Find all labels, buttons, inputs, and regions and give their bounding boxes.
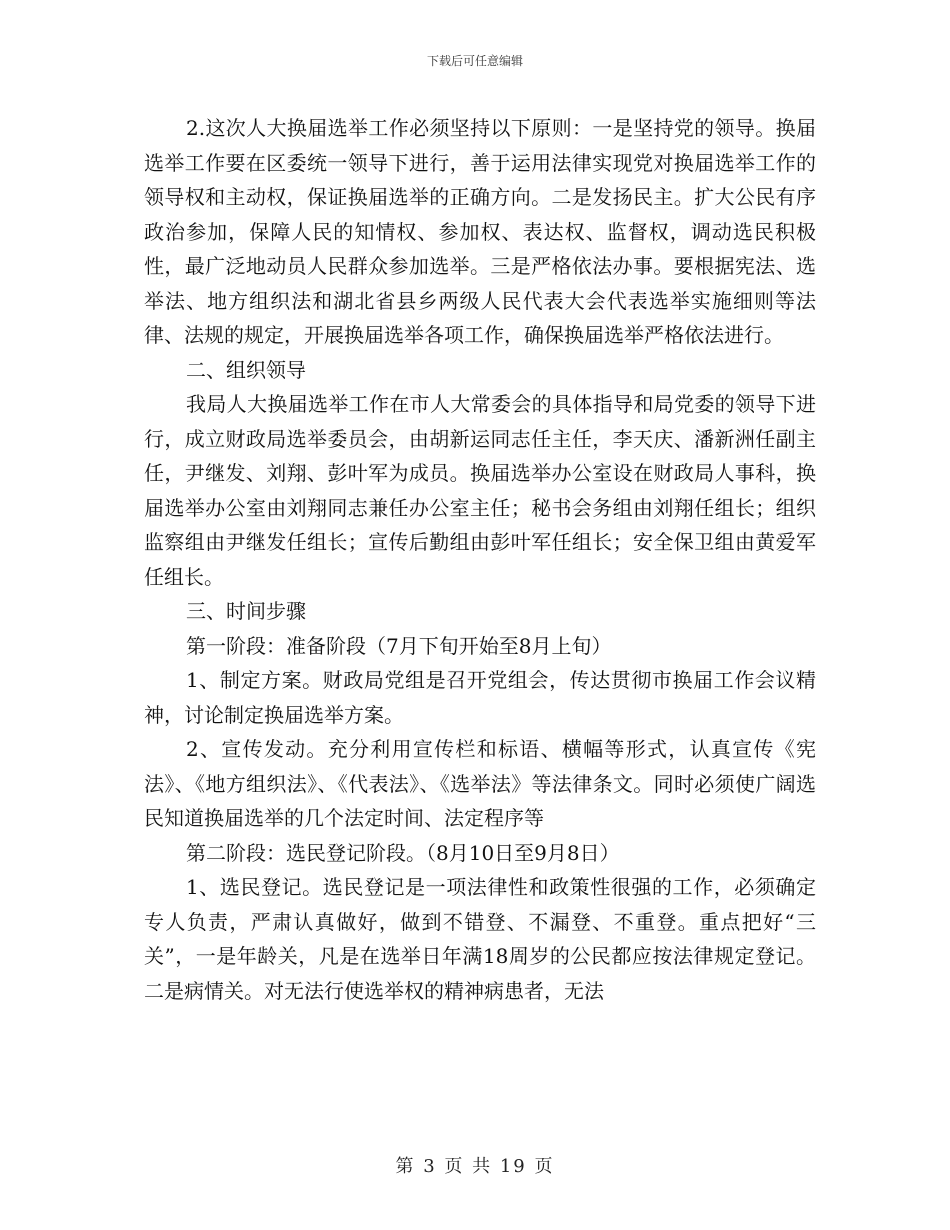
paragraph-principles: 2.这次人大换届选举工作必须坚持以下原则：一是坚持党的领导。换届选举工作要在区委统一领导下进行，善于运用法律实现党对换届选举工作的领导权和主动权，保证换届选举的正确方向。二是发扬民主。扩大公民有序政治参加，保障人民的知情权、参加权、表达权、监督权，调动选民积极性，最广泛地动员人民群众参加选举。三是严格依法办事。要根据宪法、选举法、地方组织法和湖北省县乡两级人民代表大会代表选举实施细则等法律、法规的规定，开展换届选举各项工作，确保换届选举严格依法进行。 (144, 116, 816, 347)
paragraph-voter-registration: 1、选民登记。选民登记是一项法律性和政策性很强的工作，必须确定专人负责，严肃认真做好，做到不错登、不漏登、不重登。重点把好“三关”，一是年龄关，凡是在选举日年满18周岁的公民都应按法律规定登记。二是病情关。对无法行使选举权的精神病患者，无法 (144, 875, 816, 1003)
section-heading-organization: 二、组织领导 (186, 357, 306, 382)
stage-two-heading: 第二阶段：选民登记阶段。（8月10日至9月8日） (186, 840, 620, 865)
page-number: 第 3 页 共 19 页 (395, 1156, 555, 1177)
section-heading-timeline: 三、时间步骤 (186, 599, 306, 623)
document-body (144, 111, 816, 1008)
stage-one-heading: 第一阶段：准备阶段（7月下旬开始至8月上旬） (186, 633, 612, 658)
paragraph-plan: 1、制定方案。财政局党组是召开党组会，传达贯彻市换届工作会议精神，讨论制定换届选举方案。 (144, 668, 816, 727)
paragraph-organization: 我局人大换届选举工作在市人大常委会的具体指导和局党委的领导下进行，成立财政局选举委员会，由胡新运同志任主任，李天庆、潘新洲任副主任，尹继发、刘翔、彭叶军为成员。换届选举办公室设在财政局人事科，换届选举办公室由刘翔同志兼任办公室主任；秘书会务组由刘翔任组长；组织监察组由尹继发任组长；宣传后勤组由彭叶军任组长；安全保卫组由黄爱军任组长。 (144, 392, 816, 589)
page-header: 下载后可任意编辑 (426, 54, 523, 68)
paragraph-publicity: 2、宣传发动。充分利用宣传栏和标语、横幅等形式，认真宣传《宪法》、《地方组织法》、《代表法》、《选举法》等法律条文。同时必须使广阔选民知道换届选举的几个法定时间、法定程序等 (144, 737, 816, 830)
